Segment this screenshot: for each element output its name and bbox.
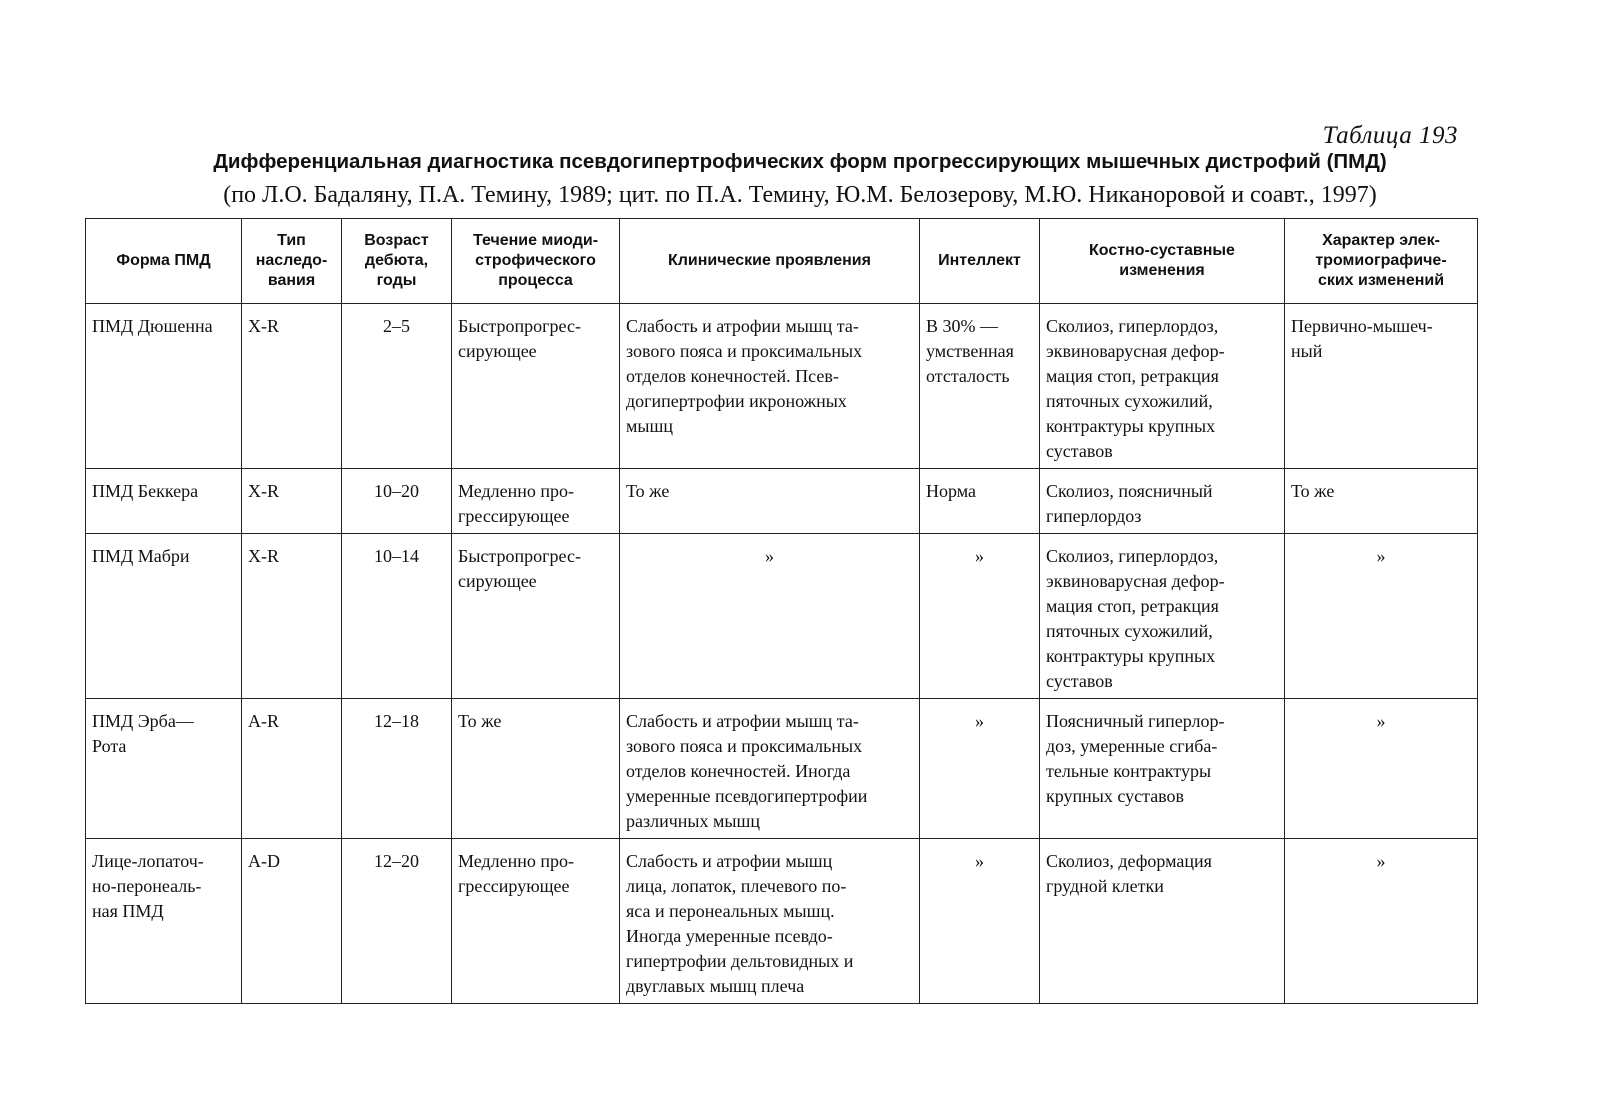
cell-intellect: » xyxy=(920,839,1040,1004)
cell-inheritance: A-R xyxy=(242,699,342,839)
cell-intellect: » xyxy=(920,699,1040,839)
table-row xyxy=(86,469,1478,534)
cell-form: ПМД Эрба— Рота xyxy=(86,699,242,839)
cell-course: Быстропрогрес- сирующее xyxy=(452,534,620,699)
table-row xyxy=(86,534,1478,699)
table-row xyxy=(86,304,1478,469)
cell-bone-joint: Поясничный гиперлор- доз, умеренные сгиба- тельные контрактуры крупных суставов xyxy=(1040,699,1285,839)
cell-bone-joint: Сколиоз, деформация грудной клетки xyxy=(1040,839,1285,1004)
cell-form: ПМД Дюшенна xyxy=(86,304,242,469)
cell-form: ПМД Беккера xyxy=(86,469,242,534)
cell-clinical: Слабость и атрофии мышц лица, лопаток, плечевого по- яса и перонеальных мышц. Иногда умеренные псевдо- гипертрофии дельтовидных и двуглавых мышц плеча xyxy=(620,839,920,1004)
table-title: Дифференциальная диагностика псевдогипертрофических форм прогрессирующих мышечных дистрофий (ПМД) xyxy=(213,150,1387,173)
table-subtitle: (по Л.О. Бадаляну, П.А. Темину, 1989; цит. по П.А. Темину, Ю.М. Белозерову, М.Ю. Никаноровой и соавт., 1997) xyxy=(223,182,1377,208)
cell-clinical: То же xyxy=(620,469,920,534)
header-cell-onset-age: Возраст дебюта, годы xyxy=(342,219,452,304)
header-cell-form: Форма ПМД xyxy=(86,219,242,304)
cell-clinical: Слабость и атрофии мышц та- зового пояса и проксимальных отделов конечностей. Иногда умеренные псевдогипертрофии различных мышц xyxy=(620,699,920,839)
cell-intellect: Норма xyxy=(920,469,1040,534)
header-cell-intellect: Интеллект xyxy=(920,219,1040,304)
cell-form: Лице-лопаточ- но-перонеаль- ная ПМД xyxy=(86,839,242,1004)
header-cell-clinical: Клинические проявления xyxy=(620,219,920,304)
header-cell-bone-joint: Костно-суставные изменения xyxy=(1040,219,1285,304)
cell-course: Быстропрогрес- сирующее xyxy=(452,304,620,469)
cell-course: Медленно про- грессирующее xyxy=(452,839,620,1004)
cell-onset-age: 10–14 xyxy=(342,534,452,699)
cell-emg: » xyxy=(1285,534,1478,699)
cell-onset-age: 2–5 xyxy=(342,304,452,469)
cell-emg: » xyxy=(1285,699,1478,839)
header-cell-inheritance: Тип наследо- вания xyxy=(242,219,342,304)
cell-inheritance: X-R xyxy=(242,304,342,469)
diagnosis-table xyxy=(85,218,1478,1004)
cell-clinical: Слабость и атрофии мышц та- зового пояса и проксимальных отделов конечностей. Псев- догипертрофии икроножных мышц xyxy=(620,304,920,469)
cell-course: То же xyxy=(452,699,620,839)
table-row xyxy=(86,839,1478,1004)
cell-course: Медленно про- грессирующее xyxy=(452,469,620,534)
header-row xyxy=(86,219,1478,304)
cell-onset-age: 12–18 xyxy=(342,699,452,839)
cell-bone-joint: Сколиоз, поясничный гиперлордоз xyxy=(1040,469,1285,534)
cell-intellect: » xyxy=(920,534,1040,699)
cell-onset-age: 12–20 xyxy=(342,839,452,1004)
cell-emg: То же xyxy=(1285,469,1478,534)
cell-onset-age: 10–20 xyxy=(342,469,452,534)
cell-emg: » xyxy=(1285,839,1478,1004)
table-number-label: Таблица 193 xyxy=(1322,122,1458,149)
header-cell-course: Течение миоди- строфического процесса xyxy=(452,219,620,304)
cell-emg: Первично-мышеч- ный xyxy=(1285,304,1478,469)
cell-form: ПМД Мабри xyxy=(86,534,242,699)
cell-inheritance: X-R xyxy=(242,469,342,534)
table-row xyxy=(86,699,1478,839)
cell-bone-joint: Сколиоз, гиперлордоз, эквиноварусная дефор- мация стоп, ретракция пяточных сухожилий, контрактуры крупных суставов xyxy=(1040,304,1285,469)
cell-clinical: » xyxy=(620,534,920,699)
header-cell-emg: Характер элек- тромиографиче- ских изменений xyxy=(1285,219,1478,304)
cell-inheritance: X-R xyxy=(242,534,342,699)
cell-intellect: В 30% — умственная отсталость xyxy=(920,304,1040,469)
cell-bone-joint: Сколиоз, гиперлордоз, эквиноварусная дефор- мация стоп, ретракция пяточных сухожилий, контрактуры крупных суставов xyxy=(1040,534,1285,699)
cell-inheritance: A-D xyxy=(242,839,342,1004)
